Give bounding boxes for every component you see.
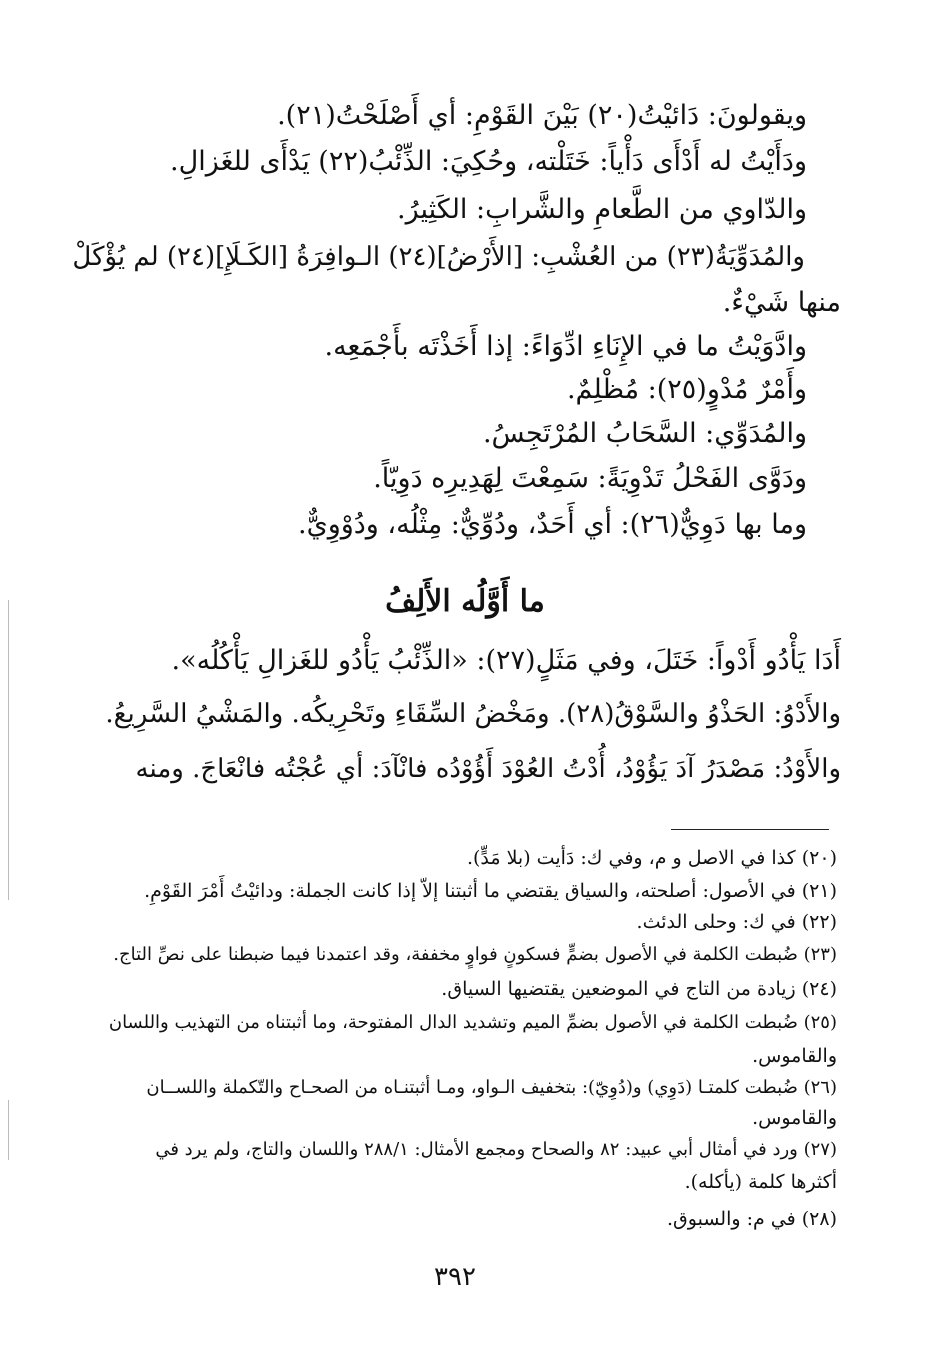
footnote: (٢١) في الأصول: أصلحته، والسياق يقتضي ما أثبتنا إلاّ إذا كانت الجملة: ودائيْتُ أَمْرَ القَوْمِ.	[144, 880, 837, 902]
section-heading: ما أَوَّلُه الأَلِفُ	[385, 584, 545, 619]
footnote: (٢٧) ورد في أمثال أبي عبيد: ٨٢ والصحاح ومجمع الأمثال: ٢٨٨/١ واللسان والتاج، ولم يرد في	[155, 1139, 837, 1160]
footnote: (٢٠) كذا في الاصل و م، وفي ك: دَأيت (بلا مَدٍّ).	[466, 847, 837, 869]
footnote: (٢٥) ضُبطت الكلمة في الأصول بضمِّ الميم وتشديد الدال المفتوحة، وما أثبتناه من التهذيب واللسان	[108, 1012, 837, 1033]
footnote: (٢٢) في ك: وحلى الدئث.	[636, 911, 837, 933]
text-line: ودَوَّى الفَحْلُ تَدْوِيَةً: سَمِعْتَ لِهَدِيرِه دَوِيّاً.	[373, 463, 807, 494]
text-line: ودَأَيْتُ له أَدْأَى دَأْياً: خَتَلْته، وحُكِيَ: الذِّئْبُ(٢٢) يَدْأَى للغَزالِ.	[170, 146, 807, 177]
footnote: والقاموس.	[752, 1045, 837, 1067]
text-line: والأَدْوُ: الحَذْوُ والسَّوْقُ(٢٨). ومَخْضُ السِّقَاءِ وتَحْرِيكُه. والمَشْيُ السَّرِيعُ.	[105, 699, 841, 729]
text-line: والمُدَوِّيَةُ(٢٣) من العُشْبِ: [الأَرْضُ](٢٤) الـوافِرَةُ [الكَـلَإِ](٢٤) لم يُؤْكَلْ	[72, 242, 805, 272]
text-line: أَدَا يَأْدُو أَدْواً: خَتَلَ، وفي مَثَلٍ(٢٧): «الذِّئْبُ يَأْدُو للغَزالِ يَأْكُلُه».	[171, 645, 841, 676]
text-line: والدّاوي من الطَّعامِ والشَّرابِ: الكَثِيرُ.	[397, 194, 807, 225]
scan-edge-line	[8, 600, 9, 900]
scan-edge-line	[8, 1100, 9, 1160]
text-line: والأَوْدُ: مَصْدَرُ آدَ يَؤُوْدُ، أُدْتُ العُوْدَ أَؤُوْدُه فانْآدَ: أي عُجْتُه فانْعَاجَ. ومنه	[135, 754, 841, 784]
footnote-separator	[671, 829, 829, 830]
footnote: (٢٣) ضُبطت الكلمة في الأصول بضمٍّ فسكونٍ فواوٍ مخففة، وقد اعتمدنا فيما ضبطنا على نصِّ التاج.	[113, 944, 837, 965]
text-line: وما بها دَوِيٌّ(٢٦): أي أَحَدٌ، ودُوِّيٌّ: مِثْلُه، ودُوْوِيٌّ.	[297, 509, 807, 540]
footnote: (٢٨) في م: والسبوق.	[667, 1208, 837, 1230]
footnote: أكثرها كلمة (يأكله).	[684, 1171, 837, 1193]
footnote: (٢٤) زيادة من التاج في الموضعين يقتضيها السياق.	[441, 978, 837, 1000]
footnote: والقاموس.	[752, 1107, 837, 1129]
text-line: منها شَيْءٌ.	[722, 287, 841, 318]
text-line: ويقولونَ: دَائيْتُ(٢٠) بَيْنَ القَوْمِ: أي أَصْلَحْتُ(٢١).	[277, 100, 807, 131]
footnote: (٢٦) ضُبطت كلمتـا (دَوِي) و(دُوِيّ): بتخفيف الـواو، ومـا أثبتنـاه من الصحـاح والتّكملة واللســان	[146, 1077, 837, 1098]
text-line: وادَّوَيْتُ ما في الإِنَاءِ ادِّوَاءً: إذا أَخَذْتَه بأَجْمَعِه.	[324, 331, 807, 362]
text-line: والمُدَوِّي: السَّحَابُ المُرْتَجِسُ.	[482, 418, 807, 449]
text-line: وأَمْرٌ مُدْوٍ(٢٥): مُظْلِمٌ.	[566, 374, 807, 405]
page-number: ٣٩٢	[434, 1262, 476, 1292]
